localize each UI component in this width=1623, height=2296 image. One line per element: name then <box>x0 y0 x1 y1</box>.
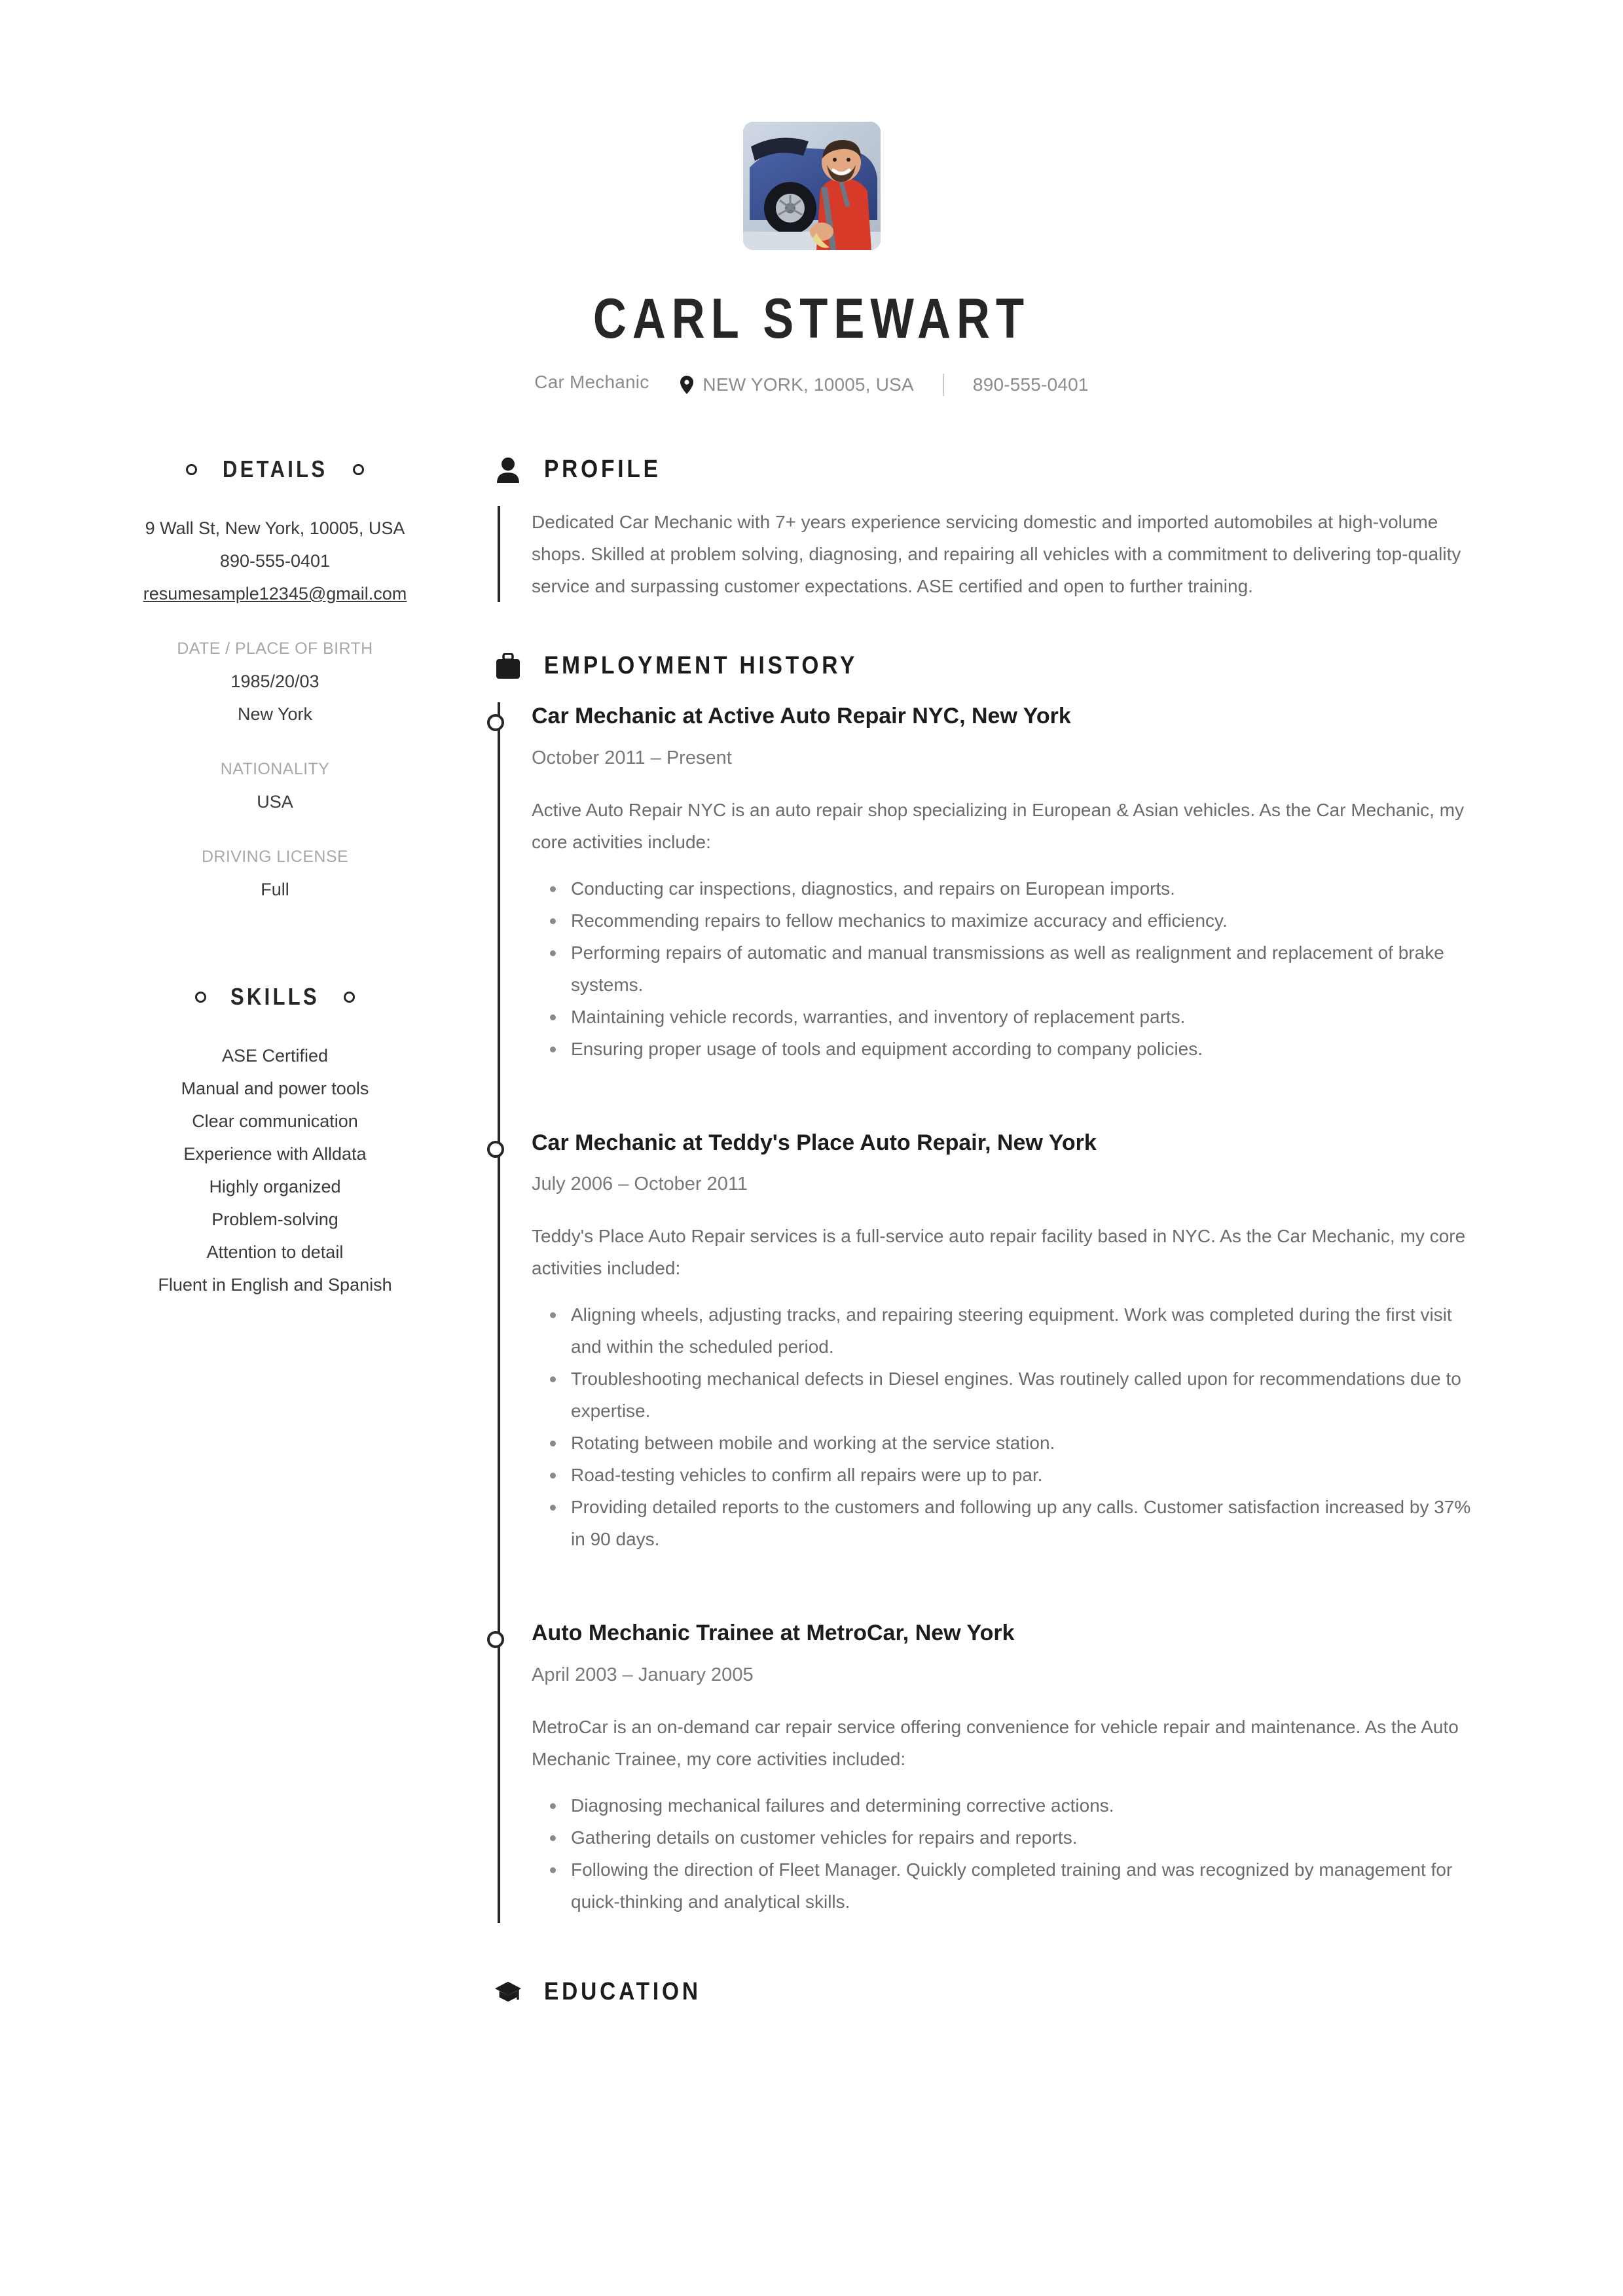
circle-bullet-icon <box>344 992 355 1003</box>
detail-value-birth-place: New York <box>237 704 313 724</box>
detail-label-birth: DATE / PLACE OF BIRTH <box>177 639 373 658</box>
job-title: Car Mechanic at Teddy's Place Auto Repair, New York <box>532 1130 1097 1155</box>
education-section <box>494 1978 1499 2006</box>
employment-heading <box>494 652 1499 680</box>
main-column <box>429 456 1499 2028</box>
job-title: Auto Mechanic Trainee at MetroCar, New York <box>532 1621 1015 1645</box>
profile-section <box>494 456 1499 602</box>
job-bullet-list <box>532 872 1499 1065</box>
profile-heading <box>494 456 1499 484</box>
details-heading-label: DETAILS <box>222 456 328 482</box>
detail-address: 9 Wall St, New York, 10005, USA <box>145 518 405 538</box>
briefcase-icon <box>494 653 522 680</box>
job-bullet-list <box>532 1789 1499 1918</box>
employment-item <box>532 1619 1499 1923</box>
page-title: CARL STEWART <box>593 287 1030 350</box>
education-heading-label: EDUCATION <box>544 1977 701 2005</box>
employment-timeline <box>498 702 1499 1923</box>
detail-value-nationality: USA <box>257 792 293 812</box>
header-location: NEW YORK, 10005, USA <box>702 374 914 395</box>
list-item: Problem-solving <box>211 1210 338 1229</box>
job-date: July 2006 – October 2011 <box>532 1174 748 1194</box>
employment-item <box>532 1129 1499 1598</box>
list-item: Manual and power tools <box>181 1079 369 1098</box>
circle-bullet-icon <box>195 992 206 1003</box>
circle-bullet-icon <box>353 464 364 475</box>
list-item: Gathering details on customer vehicles for repairs and reports. <box>570 1821 1487 1854</box>
profile-body <box>498 506 1499 602</box>
timeline-marker-icon <box>487 1631 504 1648</box>
list-item: Conducting car inspections, diagnostics, and repairs on European imports. <box>570 872 1487 905</box>
job-date: October 2011 – Present <box>532 747 732 768</box>
person-icon <box>494 456 522 484</box>
job-description: MetroCar is an on-demand car repair service offering convenience for vehicle repair and maintenance. As the Auto Mechanic Trainee, my core activities included: <box>532 1716 1459 1769</box>
education-heading <box>494 1978 1499 2006</box>
list-item: Experience with Alldata <box>183 1144 367 1164</box>
detail-value-birth-date: 1985/20/03 <box>230 672 319 691</box>
list-item: ASE Certified <box>221 1046 329 1066</box>
profile-heading-label: PROFILE <box>544 456 661 483</box>
skills-section <box>121 983 429 1301</box>
list-item: Troubleshooting mechanical defects in Diesel engines. Was routinely called upon for recommendations due to expertise. <box>570 1363 1487 1427</box>
list-item: Maintaining vehicle records, warranties, and inventory of replacement parts. <box>570 1001 1487 1033</box>
list-item: Road-testing vehicles to confirm all repairs were up to par. <box>570 1459 1487 1491</box>
graduation-cap-icon <box>494 1978 522 2005</box>
detail-label-driving-license: DRIVING LICENSE <box>201 848 349 866</box>
job-description: Active Auto Repair NYC is an auto repair shop specializing in European & Asian vehicles. As the Car Mechanic, my core activities include: <box>532 799 1465 852</box>
profile-text: Dedicated Car Mechanic with 7+ years experience servicing domestic and imported automobiles at high-volume shops. Skilled at problem solving, diagnosing, and repairing all vehicles with a commitment to delivering top-quality service and surpassing customer expectations. ASE certified and open to further training. <box>532 512 1461 596</box>
list-item: Highly organized <box>209 1177 341 1196</box>
header-divider <box>943 374 944 396</box>
header-subtitle <box>0 372 1623 398</box>
list-item: Providing detailed reports to the customers and following up any calls. Customer satisfaction increased by 37% in 90 days. <box>570 1491 1487 1555</box>
list-item: Attention to detail <box>206 1242 344 1262</box>
list-item: Fluent in English and Spanish <box>158 1275 392 1295</box>
map-pin-icon <box>680 376 693 394</box>
timeline-marker-icon <box>487 714 504 731</box>
list-item: Recommending repairs to fellow mechanics to maximize accuracy and efficiency. <box>570 905 1487 937</box>
detail-phone: 890-555-0401 <box>219 551 331 571</box>
job-title: Car Mechanic at Active Auto Repair NYC, New York <box>532 704 1071 728</box>
header-phone: 890-555-0401 <box>972 374 1089 395</box>
skills-heading-label: SKILLS <box>230 983 319 1010</box>
list-item: Diagnosing mechanical failures and determining corrective actions. <box>570 1789 1487 1821</box>
resume-header <box>0 0 1623 398</box>
timeline-marker-icon <box>487 1141 504 1158</box>
avatar <box>743 122 881 250</box>
job-bullet-list <box>532 1299 1499 1555</box>
list-item: Aligning wheels, adjusting tracks, and repairing steering equipment. Work was completed during the first visit and within the scheduled period. <box>570 1299 1487 1363</box>
employment-section <box>494 652 1499 1923</box>
circle-bullet-icon <box>186 464 197 475</box>
list-item: Clear communication <box>192 1111 358 1131</box>
skills-heading <box>121 983 429 1011</box>
employment-item <box>532 702 1499 1107</box>
job-description: Teddy's Place Auto Repair services is a full-service auto repair facility based in NYC. As the Car Mechanic, my core activities included: <box>532 1226 1466 1278</box>
details-heading <box>121 456 429 483</box>
list-item: Following the direction of Fleet Manager. Quickly completed training and was recognized by management for quick-thinking and analytical skills. <box>570 1854 1487 1918</box>
detail-email-wrap <box>121 577 429 610</box>
header-job-title: Car Mechanic <box>534 372 649 392</box>
resume-body <box>0 456 1623 2028</box>
detail-label-nationality: NATIONALITY <box>220 760 330 778</box>
detail-value-driving-license: Full <box>261 880 289 899</box>
sidebar <box>121 456 429 2028</box>
list-item: Performing repairs of automatic and manual transmissions as well as realignment and replacement of brake systems. <box>570 937 1487 1001</box>
detail-email-link[interactable]: resumesample12345@gmail.com <box>143 584 407 603</box>
list-item: Rotating between mobile and working at the service station. <box>570 1427 1487 1459</box>
job-date: April 2003 – January 2005 <box>532 1664 754 1685</box>
list-item: Ensuring proper usage of tools and equipment according to company policies. <box>570 1033 1487 1065</box>
employment-heading-label: EMPLOYMENT HISTORY <box>544 652 858 679</box>
